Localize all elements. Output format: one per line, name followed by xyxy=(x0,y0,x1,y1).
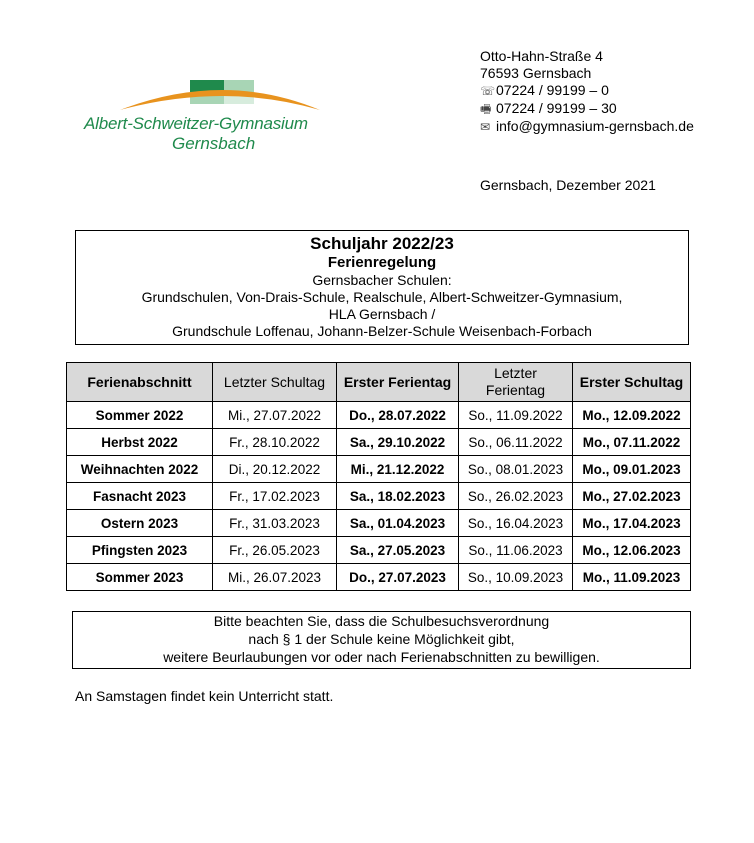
address-fax: 07224 / 99199 – 30 xyxy=(496,100,617,116)
cell-first-school-day: Mo., 27.02.2023 xyxy=(573,483,691,510)
cell-last-holiday: So., 10.09.2023 xyxy=(459,564,573,591)
cell-last-school-day: Fr., 17.02.2023 xyxy=(213,483,337,510)
note-box xyxy=(72,611,691,669)
footer-note: An Samstagen findet kein Unterricht statt. xyxy=(75,688,334,704)
phone-icon: ☏ xyxy=(480,84,496,98)
cell-first-school-day: Mo., 11.09.2023 xyxy=(573,564,691,591)
address-email[interactable]: info@gymnasium-gernsbach.de xyxy=(496,118,694,134)
schools-line-2: HLA Gernsbach / xyxy=(328,306,436,322)
cell-period: Pfingsten 2023 xyxy=(67,537,213,564)
table-row xyxy=(67,483,691,510)
header-erster-ferientag: Erster Ferientag xyxy=(337,363,459,402)
header-ferienabschnitt: Ferienabschnitt xyxy=(67,363,213,402)
dateline: Gernsbach, Dezember 2021 xyxy=(480,177,656,193)
table-header-row xyxy=(67,363,691,402)
cell-first-holiday: Sa., 01.04.2023 xyxy=(337,510,459,537)
table-row xyxy=(67,456,691,483)
cell-first-holiday: Sa., 27.05.2023 xyxy=(337,537,459,564)
cell-period: Sommer 2022 xyxy=(67,402,213,429)
cell-last-holiday: So., 11.06.2023 xyxy=(459,537,573,564)
title-box xyxy=(75,230,689,345)
address-block xyxy=(480,48,694,136)
school-year-title: Schuljahr 2022/23 xyxy=(310,234,454,253)
note-line-2: nach § 1 der Schule keine Möglichkeit gibt, xyxy=(248,631,515,647)
table-row xyxy=(67,537,691,564)
logo-graphic xyxy=(84,76,354,116)
ferienregelung-subtitle: Ferienregelung xyxy=(327,254,437,271)
table-row xyxy=(67,510,691,537)
cell-first-holiday: Mi., 21.12.2022 xyxy=(337,456,459,483)
cell-first-school-day: Mo., 12.09.2022 xyxy=(573,402,691,429)
header-erster-schultag: Erster Schultag xyxy=(573,363,691,402)
cell-last-school-day: Mi., 26.07.2023 xyxy=(213,564,337,591)
schools-line-3: Grundschule Loffenau, Johann-Belzer-Schule Weisenbach-Forbach xyxy=(172,323,592,339)
note-line-3: weitere Beurlaubungen vor oder nach Ferienabschnitten zu bewilligen. xyxy=(163,649,600,665)
holiday-table xyxy=(66,362,691,591)
cell-last-holiday: So., 11.09.2022 xyxy=(459,402,573,429)
header-letzter-schultag: Letzter Schultag xyxy=(213,363,337,402)
cell-first-school-day: Mo., 12.06.2023 xyxy=(573,537,691,564)
cell-period: Sommer 2023 xyxy=(67,564,213,591)
cell-period: Fasnacht 2023 xyxy=(67,483,213,510)
schools-heading: Gernsbacher Schulen: xyxy=(312,272,452,288)
logo-city-name: Gernsbach xyxy=(172,134,256,153)
cell-last-holiday: So., 06.11.2022 xyxy=(459,429,573,456)
cell-last-school-day: Mi., 27.07.2022 xyxy=(213,402,337,429)
school-logo xyxy=(84,76,354,156)
cell-period: Weihnachten 2022 xyxy=(67,456,213,483)
address-email-row xyxy=(480,118,694,136)
header-letzter-ferientag xyxy=(459,363,573,402)
cell-last-school-day: Fr., 28.10.2022 xyxy=(213,429,337,456)
cell-first-holiday: Do., 27.07.2023 xyxy=(337,564,459,591)
cell-first-school-day: Mo., 07.11.2022 xyxy=(573,429,691,456)
header-letzter-ferientag-text: Letzter Ferientag xyxy=(485,365,546,398)
note-line-1: Bitte beachten Sie, dass die Schulbesuchsverordnung xyxy=(213,613,550,629)
fax-icon: 🖷 xyxy=(480,102,492,116)
address-street: Otto-Hahn-Straße 4 xyxy=(480,48,603,64)
cell-last-school-day: Fr., 26.05.2023 xyxy=(213,537,337,564)
address-phone-row xyxy=(480,82,694,100)
cell-first-holiday: Sa., 18.02.2023 xyxy=(337,483,459,510)
table-row xyxy=(67,564,691,591)
email-icon: ✉ xyxy=(480,120,491,134)
table-row xyxy=(67,429,691,456)
cell-last-school-day: Fr., 31.03.2023 xyxy=(213,510,337,537)
cell-first-holiday: Do., 28.07.2022 xyxy=(337,402,459,429)
cell-period: Herbst 2022 xyxy=(67,429,213,456)
cell-last-holiday: So., 08.01.2023 xyxy=(459,456,573,483)
cell-last-school-day: Di., 20.12.2022 xyxy=(213,456,337,483)
cell-last-holiday: So., 26.02.2023 xyxy=(459,483,573,510)
cell-first-school-day: Mo., 17.04.2023 xyxy=(573,510,691,537)
cell-period: Ostern 2023 xyxy=(67,510,213,537)
address-phone: 07224 / 99199 – 0 xyxy=(496,82,609,98)
cell-last-holiday: So., 16.04.2023 xyxy=(459,510,573,537)
table-row xyxy=(67,402,691,429)
cell-first-holiday: Sa., 29.10.2022 xyxy=(337,429,459,456)
logo-school-name: Albert-Schweitzer-Gymnasium xyxy=(84,114,308,133)
address-zip-city: 76593 Gernsbach xyxy=(480,65,592,81)
cell-first-school-day: Mo., 09.01.2023 xyxy=(573,456,691,483)
address-fax-row xyxy=(480,100,694,118)
schools-line-1: Grundschulen, Von-Drais-Schule, Realschule, Albert-Schweitzer-Gymnasium, xyxy=(141,289,623,305)
